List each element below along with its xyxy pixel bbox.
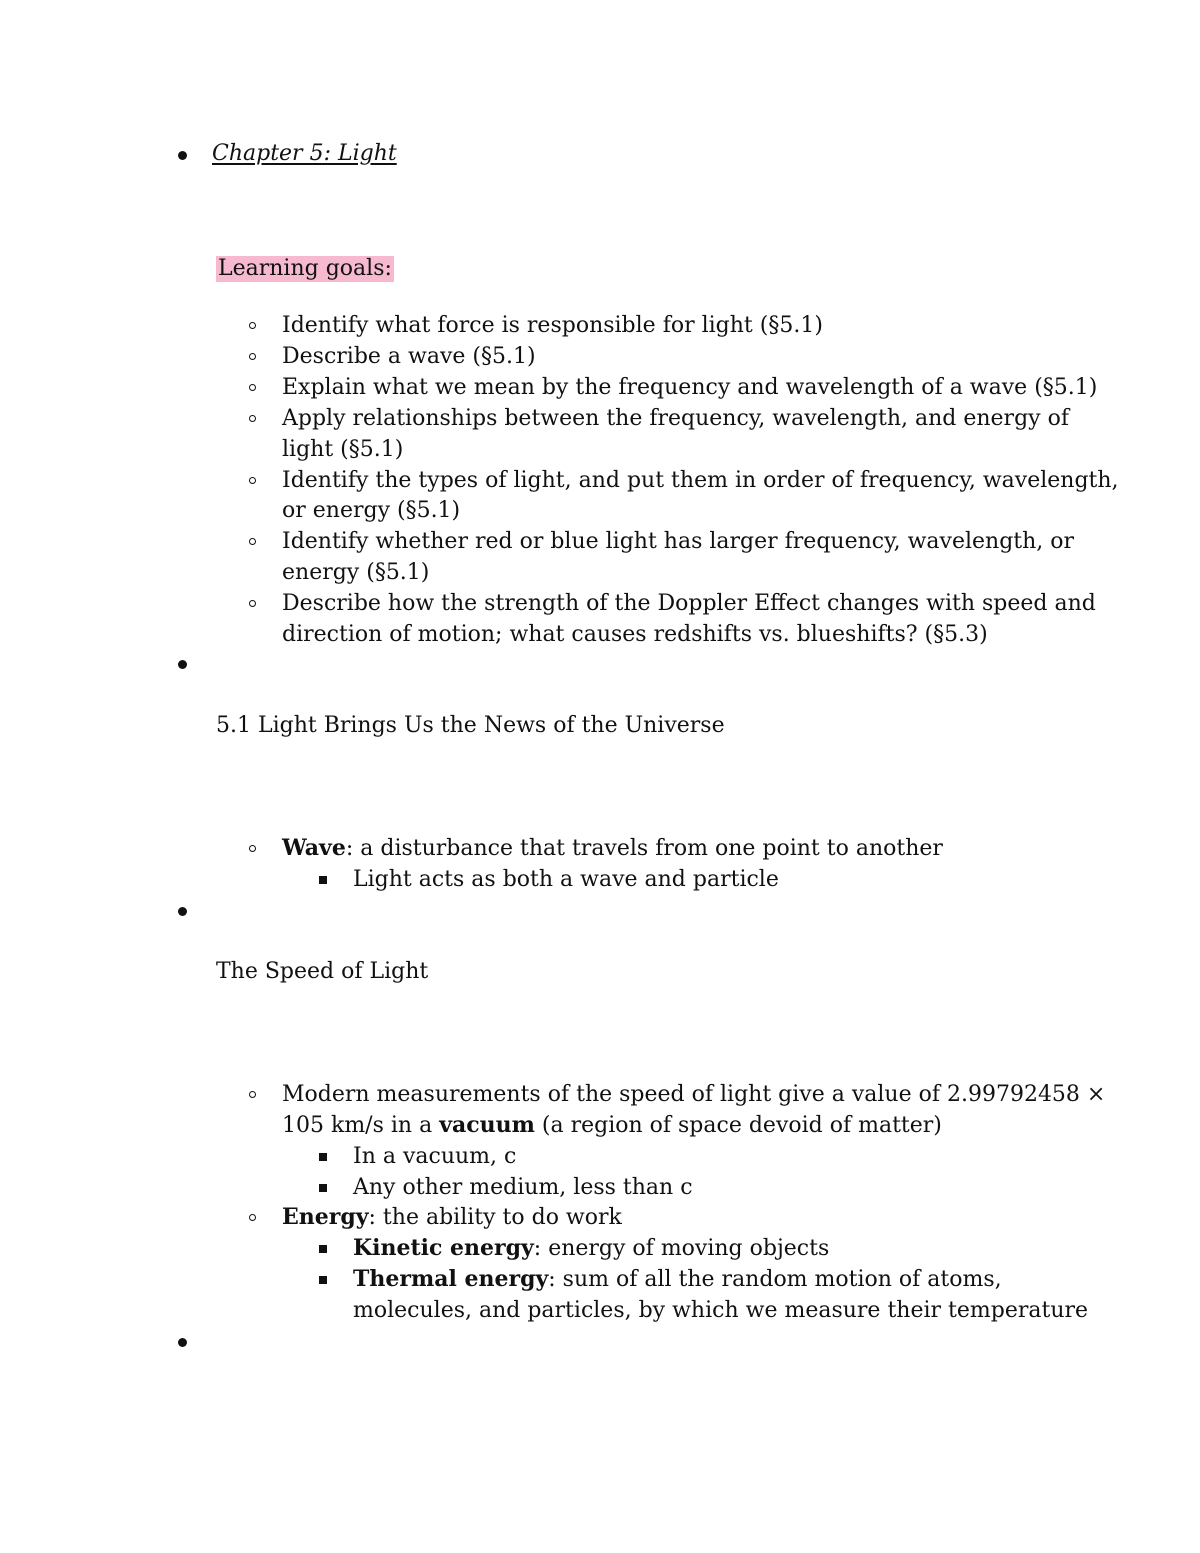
goal-item: Describe how the strength of the Doppler Effect changes with speed and	[282, 591, 1096, 616]
goal-item: Apply relationships between the frequency, wavelength, and energy of	[282, 406, 1069, 431]
bullet-ring-icon	[249, 538, 256, 545]
bullet-ring-icon	[249, 1214, 256, 1221]
bullet-ring-icon	[249, 353, 256, 360]
goal-item: Identify what force is responsible for light (§5.1)	[282, 313, 823, 338]
vacuum-term: vacuum	[439, 1112, 535, 1138]
thermal-definition	[353, 1264, 1002, 1295]
bullet-ring-icon	[249, 845, 256, 852]
bullet-ring-icon	[249, 600, 256, 607]
goal-item-continued: or energy (§5.1)	[282, 498, 461, 523]
bullet-ring-icon	[249, 322, 256, 329]
goal-item: Describe a wave (§5.1)	[282, 344, 536, 369]
kinetic-def: : energy of moving objects	[533, 1236, 830, 1261]
bullet-ring-icon	[249, 1091, 256, 1098]
goal-item-continued: direction of motion; what causes redshifts vs. blueshifts? (§5.3)	[282, 622, 988, 647]
wave-sub-item: Light acts as both a wave and particle	[353, 867, 779, 892]
bullet-ring-icon	[249, 384, 256, 391]
sub-item: Any other medium, less than c	[353, 1175, 693, 1200]
wave-def: : a disturbance that travels from one point to another	[345, 836, 943, 861]
wave-definition	[282, 833, 943, 864]
energy-definition	[282, 1202, 622, 1233]
bullet-ring-icon	[249, 477, 256, 484]
energy-def: : the ability to do work	[368, 1205, 622, 1230]
highlighted-text: Learning goals:	[218, 256, 392, 281]
chapter-title: Chapter 5: Light	[212, 141, 397, 166]
thermal-definition-continued: molecules, and particles, by which we measure their temperature	[353, 1298, 1089, 1323]
bullet-dot-icon	[178, 660, 187, 669]
bullet-dot-icon	[178, 1338, 187, 1347]
kinetic-term: Kinetic energy	[353, 1235, 534, 1261]
goal-item-continued: energy (§5.1)	[282, 560, 430, 585]
energy-term: Energy	[282, 1204, 369, 1230]
sub-item: In a vacuum, c	[353, 1144, 517, 1169]
text-span: (a region of space devoid of matter)	[534, 1113, 942, 1138]
bullet-dot-icon	[178, 151, 187, 160]
bullet-square-icon	[319, 876, 327, 884]
measurement-item: Modern measurements of the speed of light give a value of 2.99792458 ×	[282, 1082, 1106, 1107]
goal-item: Identify the types of light, and put them in order of frequency, wavelength,	[282, 468, 1119, 493]
goal-item: Identify whether red or blue light has larger frequency, wavelength, or	[282, 529, 1075, 554]
thermal-def: : sum of all the random motion of atoms,	[548, 1267, 1002, 1292]
bullet-ring-icon	[249, 415, 256, 422]
measurement-item-continued	[282, 1110, 942, 1141]
kinetic-definition	[353, 1233, 829, 1264]
wave-term: Wave	[282, 835, 346, 861]
text-span: 105 km/s in a	[282, 1113, 440, 1138]
goal-item: Explain what we mean by the frequency and wavelength of a wave (§5.1)	[282, 375, 1098, 400]
bullet-square-icon	[319, 1184, 327, 1192]
section-heading: The Speed of Light	[216, 959, 429, 984]
bullet-square-icon	[319, 1245, 327, 1253]
section-heading: 5.1 Light Brings Us the News of the Universe	[216, 713, 725, 738]
bullet-square-icon	[319, 1276, 327, 1284]
goal-item-continued: light (§5.1)	[282, 437, 404, 462]
learning-goals-label	[216, 253, 394, 284]
thermal-term: Thermal energy	[353, 1266, 549, 1292]
bullet-dot-icon	[178, 907, 187, 916]
bullet-square-icon	[319, 1153, 327, 1161]
